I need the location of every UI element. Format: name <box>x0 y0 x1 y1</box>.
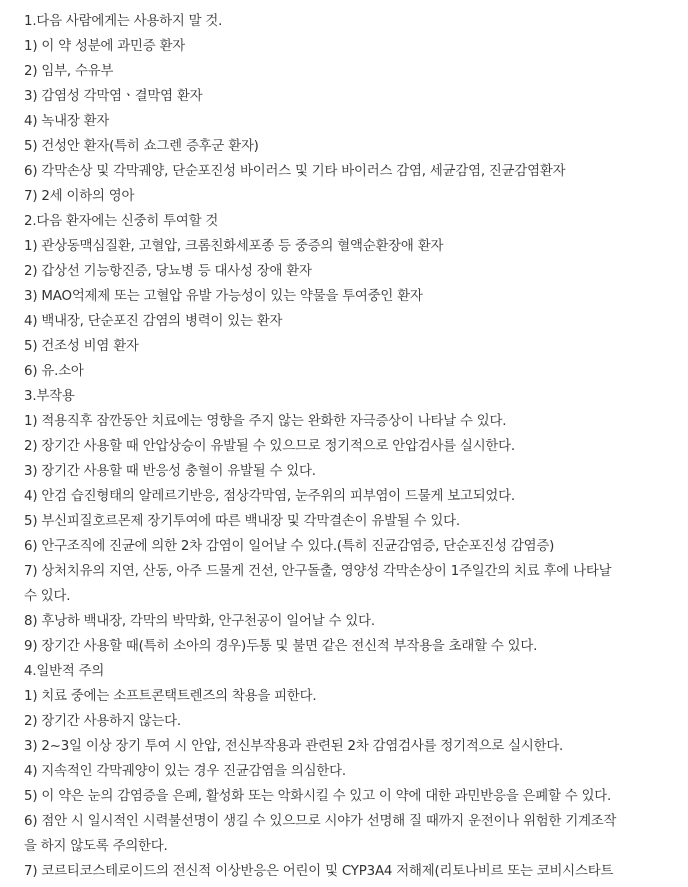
document-line: 6) 안구조직에 진균에 의한 2차 감염이 일어날 수 있다.(특히 진균감염증, 단순포진성 감염증) <box>24 539 555 554</box>
document-line: 5) 부신피질호르몬제 장기투여에 따른 백내장 및 각막결손이 유발될 수 있다. <box>24 514 460 529</box>
section-heading-general-precautions: 4.일반적 주의 <box>24 664 105 679</box>
document-line: 3) 2~3일 이상 장기 투여 시 안압, 전신부작용과 관련된 2차 감염검사를 정기적으로 실시한다. <box>24 739 564 754</box>
section-heading-contraindications: 1.다음 사람에게는 사용하지 말 것. <box>24 14 223 29</box>
document-line: 을 하지 않도록 주의한다. <box>24 839 168 854</box>
document-line: 1) 치료 중에는 소프트콘택트렌즈의 착용을 피한다. <box>24 689 317 704</box>
document-line: 3) MAO억제제 또는 고혈압 유발 가능성이 있는 약물을 투여중인 환자 <box>24 289 423 304</box>
document-line: 2) 임부, 수유부 <box>24 64 114 79</box>
document-line: 4) 지속적인 각막궤양이 있는 경우 진균감염을 의심한다. <box>24 764 346 779</box>
section-heading-side-effects: 3.부작용 <box>24 389 75 404</box>
document-line: 4) 녹내장 환자 <box>24 114 110 129</box>
document-line: 4) 안검 습진형태의 알레르기반응, 점상각막염, 눈주위의 피부염이 드물게 보고되었다. <box>24 489 515 504</box>
document-line: 3) 감염성 각막염ㆍ결막염 환자 <box>24 89 203 104</box>
document-line: 7) 상처치유의 지연, 산동, 아주 드물게 건선, 안구돌출, 영양성 각막손상이 1주일간의 치료 후에 나타날 <box>24 564 612 579</box>
document-line: 1) 이 약 성분에 과민증 환자 <box>24 39 185 54</box>
document-line: 1) 관상동맥심질환, 고혈압, 크롬친화세포종 등 중증의 혈액순환장애 환자 <box>24 239 444 254</box>
document-line: 7) 코르티코스테로이드의 전신적 이상반응은 어린이 및 CYP3A4 저해제(리토나비르 또는 코비시스타트 <box>24 864 614 879</box>
document-line: 4) 백내장, 단순포진 감염의 병력이 있는 환자 <box>24 314 283 329</box>
document-line: 5) 건성안 환자(특히 쇼그렌 증후군 환자) <box>24 139 259 154</box>
document-line: 2) 장기간 사용할 때 안압상승이 유발될 수 있으므로 정기적으로 안압검사를 실시한다. <box>24 439 515 454</box>
document-line: 8) 후낭하 백내장, 각막의 박막화, 안구천공이 일어날 수 있다. <box>24 614 375 629</box>
section-heading-caution: 2.다음 환자에는 신중히 투여할 것 <box>24 214 219 229</box>
document-line: 5) 건조성 비염 환자 <box>24 339 139 354</box>
document-line: 6) 각막손상 및 각막궤양, 단순포진성 바이러스 및 기타 바이러스 감염, 세균감염, 진균감염환자 <box>24 164 566 179</box>
document-line: 9) 장기간 사용할 때(특히 소아의 경우)두통 및 불면 같은 전신적 부작용을 초래할 수 있다. <box>24 639 538 654</box>
document-line: 1) 적용직후 잠깐동안 치료에는 영향을 주지 않는 완화한 자극증상이 나타날 수 있다. <box>24 414 507 429</box>
document-line: 6) 점안 시 일시적인 시력불선명이 생길 수 있으므로 시야가 선명해 질 때까지 운전이나 위험한 기계조작 <box>24 814 617 829</box>
document-line: 수 있다. <box>24 589 71 604</box>
document-line: 2) 장기간 사용하지 않는다. <box>24 714 181 729</box>
document-line: 3) 장기간 사용할 때 반응성 충혈이 유발될 수 있다. <box>24 464 316 479</box>
document-line: 5) 이 약은 눈의 감염증을 은폐, 활성화 또는 악화시킬 수 있고 이 약에 대한 과민반응을 은폐할 수 있다. <box>24 789 612 804</box>
document-line: 7) 2세 이하의 영아 <box>24 189 135 204</box>
document-line: 2) 갑상선 기능항진증, 당뇨병 등 대사성 장애 환자 <box>24 264 312 279</box>
document-line: 6) 유.소아 <box>24 364 84 379</box>
